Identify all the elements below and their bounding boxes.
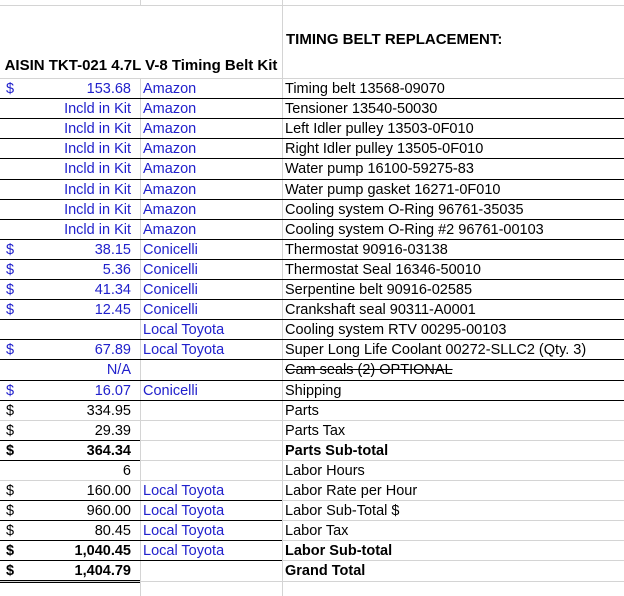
table-row xyxy=(0,99,624,119)
amount-cell[interactable]: 16.07 xyxy=(94,382,131,399)
currency-symbol-cell[interactable]: $ xyxy=(6,402,15,419)
amount-cell[interactable]: 38.15 xyxy=(94,241,131,258)
description-cell[interactable]: Water pump 16100-59275-83 xyxy=(285,161,474,178)
amount-cell[interactable]: 41.34 xyxy=(94,282,131,298)
source-cell[interactable] xyxy=(143,360,281,380)
table-row xyxy=(0,320,624,340)
source-cell[interactable]: Local Toyota xyxy=(143,543,225,560)
amount-cell[interactable]: 334.95 xyxy=(86,402,131,419)
currency-symbol-cell[interactable]: $ xyxy=(6,81,15,97)
description-cell[interactable]: Parts Tax xyxy=(285,422,346,439)
amount-cell[interactable]: 29.39 xyxy=(94,422,131,439)
amount-cell[interactable]: Incld in Kit xyxy=(64,221,131,238)
amount-cell[interactable]: 5.36 xyxy=(102,261,131,278)
currency-symbol-cell[interactable]: $ xyxy=(6,282,15,298)
source-cell[interactable]: Conicelli xyxy=(143,261,198,278)
table-row xyxy=(0,300,624,320)
source-cell[interactable] xyxy=(143,561,281,581)
currency-symbol-cell[interactable]: $ xyxy=(6,241,15,258)
currency-symbol-cell[interactable] xyxy=(6,139,26,159)
table-row xyxy=(0,541,624,561)
amount-cell[interactable]: Incld in Kit xyxy=(64,121,131,138)
amount-cell[interactable]: 6 xyxy=(122,462,131,479)
table-row xyxy=(0,260,624,280)
table-row xyxy=(0,79,624,99)
currency-symbol-cell[interactable]: $ xyxy=(6,382,15,399)
currency-symbol-cell[interactable]: $ xyxy=(6,422,15,439)
gridline xyxy=(140,0,141,5)
source-cell[interactable]: Local Toyota xyxy=(143,503,225,520)
currency-symbol-cell[interactable]: $ xyxy=(6,261,15,278)
source-cell[interactable]: Conicelli xyxy=(143,302,198,319)
description-cell[interactable]: Grand Total xyxy=(285,563,366,580)
currency-symbol-cell[interactable]: $ xyxy=(6,523,15,540)
description-cell[interactable]: Cooling system RTV 00295-00103 xyxy=(285,322,507,339)
description-cell[interactable]: Shipping xyxy=(285,382,342,399)
description-cell[interactable]: Labor Tax xyxy=(285,523,349,540)
source-cell[interactable]: Amazon xyxy=(143,161,197,178)
table-row xyxy=(0,340,624,360)
description-cell[interactable]: Labor Sub-Total $ xyxy=(285,503,400,520)
table-row xyxy=(0,200,624,220)
source-cell[interactable]: Amazon xyxy=(143,141,197,158)
currency-symbol-cell[interactable] xyxy=(6,320,26,340)
table-row xyxy=(0,360,624,380)
header-row xyxy=(0,6,624,78)
amount-cell[interactable]: 67.89 xyxy=(94,342,131,359)
description-cell[interactable]: Cam seals (2) OPTIONAL xyxy=(285,362,453,379)
source-cell[interactable]: Amazon xyxy=(143,221,197,238)
description-cell[interactable]: Right Idler pulley 13505-0F010 xyxy=(285,141,484,158)
kit-title[interactable]: AISIN TKT-021 4.7L V-8 Timing Belt Kit xyxy=(4,57,278,74)
table-row xyxy=(0,521,624,541)
amount-cell[interactable]: Incld in Kit xyxy=(64,201,131,218)
currency-symbol-cell[interactable] xyxy=(6,200,26,220)
description-cell[interactable]: Cooling system O-Ring 96761-35035 xyxy=(285,201,524,218)
description-cell[interactable]: Left Idler pulley 13503-0F010 xyxy=(285,121,474,138)
table-row xyxy=(0,220,624,240)
amount-cell[interactable]: 80.45 xyxy=(94,523,131,540)
description-cell[interactable]: Crankshaft seal 90311-A0001 xyxy=(285,302,476,319)
source-cell[interactable]: Local Toyota xyxy=(143,483,225,499)
currency-symbol-cell[interactable]: $ xyxy=(6,563,15,580)
currency-symbol-cell[interactable] xyxy=(6,220,26,240)
currency-symbol-cell[interactable]: $ xyxy=(6,442,15,459)
source-cell[interactable] xyxy=(143,421,281,441)
source-cell[interactable]: Conicelli xyxy=(143,382,198,399)
amount-cell[interactable]: Incld in Kit xyxy=(64,141,131,158)
description-cell[interactable]: Timing belt 13568-09070 xyxy=(285,81,445,97)
source-cell[interactable] xyxy=(143,401,281,421)
table-row xyxy=(0,119,624,139)
amount-cell[interactable]: 160.00 xyxy=(86,483,131,499)
amount-cell[interactable] xyxy=(26,320,131,340)
currency-symbol-cell[interactable]: $ xyxy=(6,483,15,499)
table-row xyxy=(0,180,624,200)
source-cell[interactable]: Conicelli xyxy=(143,282,198,298)
table-row xyxy=(0,139,624,159)
description-cell[interactable]: Labor Hours xyxy=(285,462,365,479)
currency-symbol-cell[interactable] xyxy=(6,159,26,179)
description-cell[interactable]: Tensioner 13540-50030 xyxy=(285,101,438,118)
description-cell[interactable]: Serpentine belt 90916-02585 xyxy=(285,282,473,298)
currency-symbol-cell[interactable]: $ xyxy=(6,503,15,520)
section-title[interactable]: TIMING BELT REPLACEMENT: xyxy=(286,31,503,48)
source-cell[interactable]: Local Toyota xyxy=(143,342,225,359)
amount-cell[interactable]: Incld in Kit xyxy=(64,101,131,118)
description-cell[interactable]: Thermostat Seal 16346-50010 xyxy=(285,261,481,278)
source-cell[interactable]: Amazon xyxy=(143,101,197,118)
amount-cell[interactable]: 153.68 xyxy=(86,81,131,97)
currency-symbol-cell[interactable]: $ xyxy=(6,543,15,560)
table-row xyxy=(0,441,624,461)
source-cell[interactable]: Local Toyota xyxy=(143,523,225,540)
amount-cell[interactable]: Incld in Kit xyxy=(64,181,131,198)
table-row xyxy=(0,561,624,581)
description-cell[interactable]: Thermostat 90916-03138 xyxy=(285,241,448,258)
currency-symbol-cell[interactable]: $ xyxy=(6,342,15,359)
table-row xyxy=(0,461,624,481)
source-cell[interactable] xyxy=(143,461,281,481)
source-cell[interactable]: Amazon xyxy=(143,201,197,218)
description-cell[interactable]: Water pump gasket 16271-0F010 xyxy=(285,181,501,198)
source-cell[interactable]: Amazon xyxy=(143,181,197,198)
description-cell[interactable]: Cooling system O-Ring #2 96761-00103 xyxy=(285,221,544,238)
source-cell[interactable] xyxy=(143,441,281,461)
currency-symbol-cell[interactable] xyxy=(6,180,26,200)
table-row xyxy=(0,280,624,300)
amount-cell[interactable]: 1,404.79 xyxy=(74,563,131,580)
table-row xyxy=(0,481,624,501)
table-row xyxy=(0,159,624,179)
description-cell[interactable]: Labor Rate per Hour xyxy=(285,483,418,499)
description-cell[interactable]: Parts xyxy=(285,402,319,419)
currency-symbol-cell[interactable] xyxy=(6,461,26,481)
currency-symbol-cell[interactable]: $ xyxy=(6,302,15,319)
currency-symbol-cell[interactable] xyxy=(6,99,26,119)
source-cell[interactable]: Amazon xyxy=(143,121,197,138)
amount-cell[interactable]: 960.00 xyxy=(86,503,131,520)
amount-cell[interactable]: Incld in Kit xyxy=(64,161,131,178)
currency-symbol-cell[interactable] xyxy=(6,360,26,380)
table-row xyxy=(0,401,624,421)
table-row xyxy=(0,381,624,401)
table-row xyxy=(0,240,624,260)
amount-cell[interactable]: 12.45 xyxy=(94,302,131,319)
source-cell[interactable]: Conicelli xyxy=(143,241,198,258)
source-cell[interactable]: Amazon xyxy=(143,81,197,97)
description-cell[interactable]: Parts Sub-total xyxy=(285,442,389,459)
amount-cell[interactable]: 364.34 xyxy=(86,442,131,459)
table-row xyxy=(0,501,624,521)
source-cell[interactable]: Local Toyota xyxy=(143,322,225,339)
amount-cell[interactable]: 1,040.45 xyxy=(74,543,131,560)
table-row xyxy=(0,421,624,441)
double-underline xyxy=(0,580,140,583)
amount-cell[interactable]: N/A xyxy=(106,362,131,379)
description-cell[interactable]: Super Long Life Coolant 00272-SLLC2 (Qty. 3) xyxy=(285,342,587,359)
description-cell[interactable]: Labor Sub-total xyxy=(285,543,393,560)
currency-symbol-cell[interactable] xyxy=(6,119,26,139)
